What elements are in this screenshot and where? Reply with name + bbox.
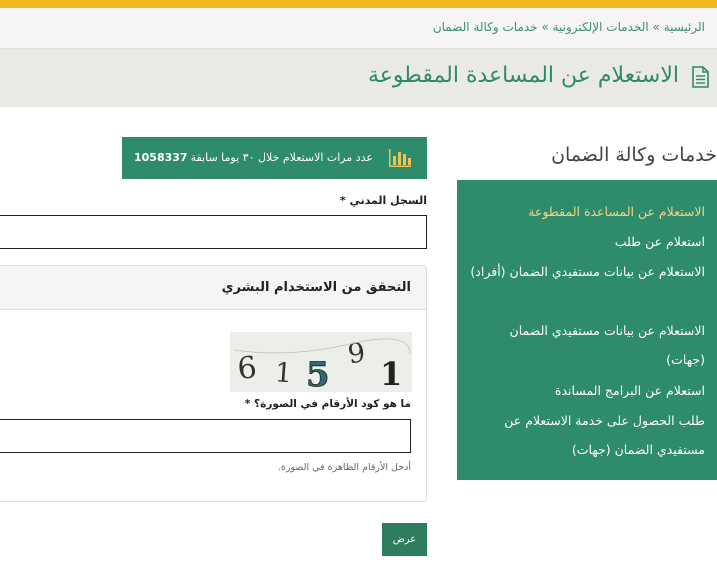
captcha-panel-header xyxy=(0,266,426,310)
inquiry-count: 1058337 xyxy=(134,151,188,164)
sidebar-title: خدمات وكالة الضمان xyxy=(551,144,717,166)
captcha-digit: 5 xyxy=(306,355,330,392)
breadcrumb[interactable]: الرئيسية » الخدمات الإلكترونية » خدمات وكالة الضمان xyxy=(432,20,705,34)
sidebar-item-request-inquiry[interactable]: استعلام عن طلب xyxy=(614,234,705,249)
captcha-input[interactable] xyxy=(0,419,411,453)
captcha-image xyxy=(230,332,412,392)
document-icon xyxy=(692,66,709,88)
captcha-help-text: أدخل الأرقام الظاهرة في الصورة. xyxy=(277,462,411,473)
sidebar-item-individual-beneficiaries[interactable]: الاستعلام عن بيانات مستفيدي الضمان (أفراد) xyxy=(470,264,705,279)
inquiry-count-label: عدد مرات الاستعلام خلال ٣٠ يوما سابقة xyxy=(190,151,373,164)
page-title-bar xyxy=(0,49,717,107)
breadcrumb-bar xyxy=(0,8,717,49)
top-accent-bar xyxy=(0,0,717,8)
sidebar-item-entity-beneficiaries[interactable]: الاستعلام عن بيانات مستفيدي الضمان (جهات) xyxy=(509,323,705,367)
inquiry-stats-banner xyxy=(122,137,427,179)
civil-registry-input[interactable] xyxy=(0,215,427,249)
captcha-digit: 1 xyxy=(380,355,403,392)
civil-registry-label: السجل المدني * xyxy=(339,194,427,207)
sidebar-menu xyxy=(457,180,717,480)
sidebar-item-service-request[interactable]: طلب الحصول على خدمة الاستعلام عن مستفيدي الضمان (جهات) xyxy=(504,413,705,457)
sidebar-item-support-programs[interactable]: استعلام عن البرامج المساندة xyxy=(554,383,705,398)
page-title: الاستعلام عن المساعدة المقطوعة xyxy=(367,63,679,88)
captcha-digit: 6 xyxy=(235,350,259,387)
captcha-question-label: ما هو كود الأرقام في الصورة؟ * xyxy=(244,398,411,410)
captcha-title: التحقق من الاستخدام البشري xyxy=(221,280,411,295)
sidebar-item-lump-sum-inquiry[interactable]: الاستعلام عن المساعدة المقطوعة xyxy=(528,204,705,219)
submit-button[interactable]: عرض xyxy=(382,523,427,556)
bar-chart-icon xyxy=(388,148,412,168)
captcha-digit: 9 xyxy=(345,337,368,371)
captcha-digit: 1 xyxy=(273,357,294,390)
